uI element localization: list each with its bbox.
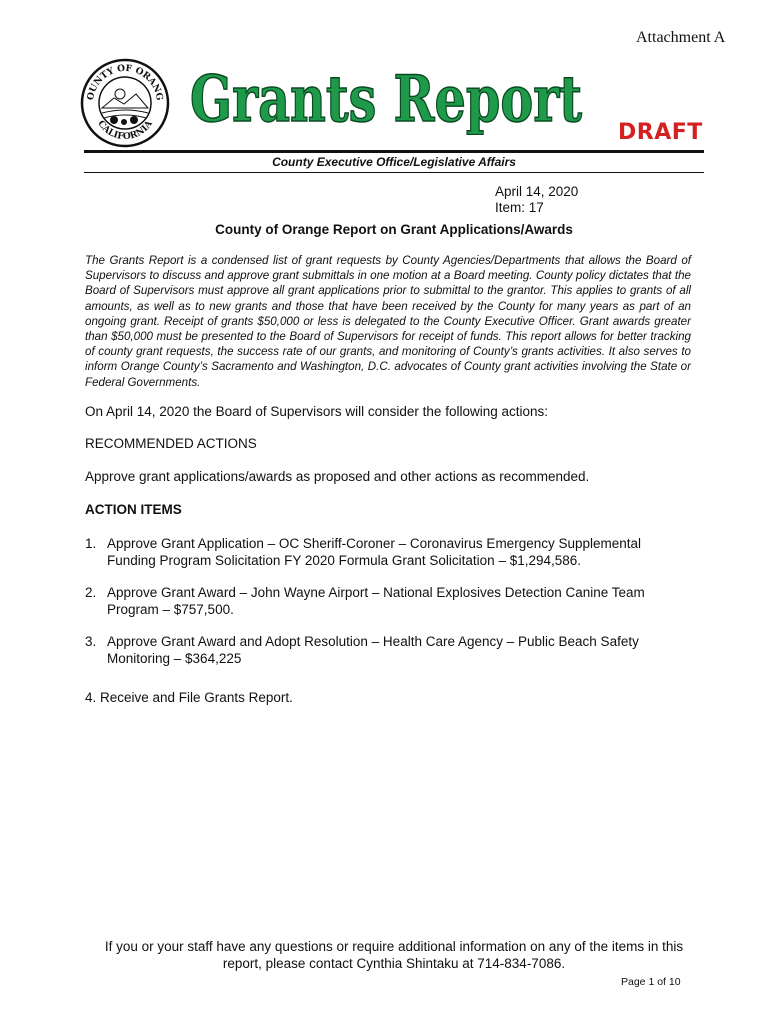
department-label: County Executive Office/Legislative Affairs [272,155,516,169]
seal-bottom-text: CALIFORNIA [95,119,155,143]
action-item [85,535,685,569]
action-items-heading: ACTION ITEMS [85,502,182,517]
intro-paragraph: The Grants Report is a condensed list of grant requests by County Agencies/Departments that allows the Board of Supervisors to discuss and approve grant submittals in one motion at a Board meeting. County policy dictates that the Board of Supervisors must approve all grant applications prior to submittal to the grantor. This applies to grants of all amounts, as well as to new grants and those that have been received by the County for many years as part of an ongoing grant. Receipt of grants $50,000 or less is delegated to the County Executive Officer. Grant awards greater than $50,000 must be presented to the Board of Supervisors for receipt of funds. This report allows for better tracking of county grant requests, the success rate of our grants, and monitoring of County’s grants activities. It also serves to inform Orange County’s Sacramento and Washington, D.C. advocates of County grant activities involving the State or Federal Governments. [85,254,691,389]
seal-graphic [80,58,170,148]
action-item-four: 4. Receive and File Grants Report. [85,690,293,705]
page-number: Page 1 of 10 [621,976,681,988]
draft-label: DRAFT [618,120,703,145]
action-item [85,584,685,618]
action-item-number: 2. [85,585,97,600]
header-rule-thick [84,150,704,153]
action-item-text: Approve Grant Application – OC Sheriff-Coroner – Coronavirus Emergency Supplemental Funding Program Solicitation FY 2020 Formula Grant Solicitation – $1,294,586. [107,536,642,568]
meeting-date: April 14, 2020 [495,184,579,199]
attachment-label: Attachment A [636,29,726,46]
approve-line: Approve grant applications/awards as proposed and other actions as recommended. [85,469,590,484]
header-rule-thin [84,172,704,173]
consider-line: On April 14, 2020 the Board of Supervisors will consider the following actions: [85,404,549,419]
contact-footer: If you or your staff have any questions or require additional information on any of the items in this report, please contact Cynthia Shintaku at 714-834-7086. [104,939,684,971]
action-item-number: 3. [85,634,97,649]
svg-text:COUNTY OF ORANGE [80,58,164,101]
action-item [85,633,685,667]
meeting-date-block [495,184,578,216]
recommended-actions-heading: RECOMMENDED ACTIONS [85,436,257,451]
action-item-text: Approve Grant Award – John Wayne Airport – National Explosives Detection Canine Team Program – $757,500. [107,585,645,617]
title-text: Grants Report [190,62,583,135]
page-title [188,55,588,135]
report-heading: County of Orange Report on Grant Applications/Awards [215,222,573,237]
county-seal-logo [80,58,170,148]
item-number: Item: 17 [495,200,544,215]
seal-top-text: OUNTY OF ORANG [85,63,165,102]
action-item-text: Approve Grant Award and Adopt Resolution – Health Care Agency – Public Beach Safety Monitoring – $364,225 [107,634,639,666]
action-item-number: 1. [85,536,97,551]
